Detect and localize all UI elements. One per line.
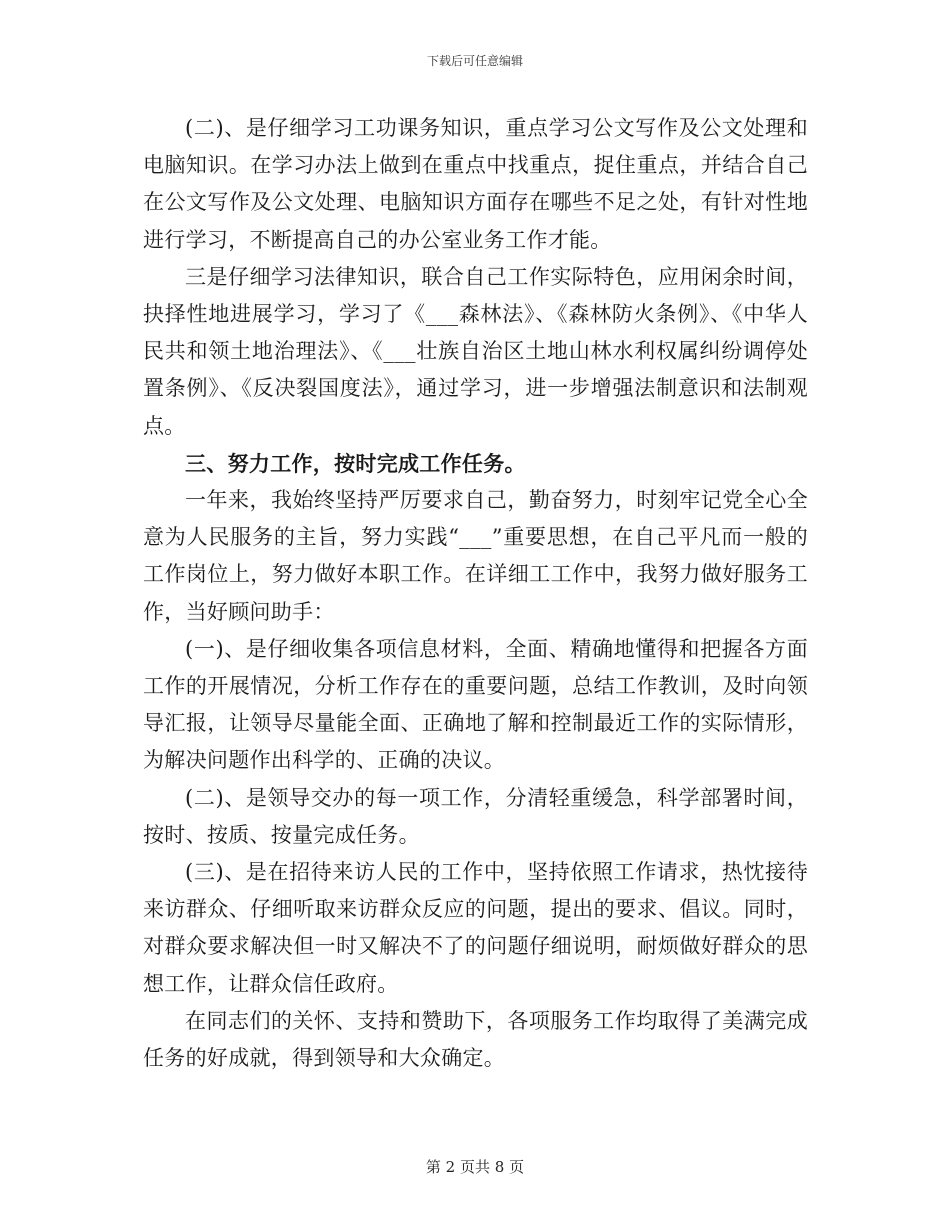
paragraph-year-summary: 一年来，我始终坚持严厉要求自己，勤奋努力，时刻牢记党全心全意为人民服务的主旨，努力实践“___”重要思想，在自己平凡而一般的工作岗位上，努力做好本职工作。在详细工工作中，我努力做好服务工作，当好顾问助手： (143, 488, 808, 624)
page-number: 第 2 页共 8 页 (425, 1158, 525, 1176)
section-heading: 三、努力工作，按时完成工作任务。 (185, 450, 526, 476)
paragraph-conclusion: 在同志们的关怀、支持和赞助下，各项服务工作均取得了美满完成任务的好成就，得到领导和大众确定。 (143, 1008, 808, 1071)
paragraph-receive-visitors: (三)、是在招待来访人民的工作中，坚持依照工作请求，热忱接待来访群众、仔细听取来访群众反应的问题，提出的要求、倡议。同时，对群众要求解决但一时又解决不了的问题仔细说明，耐烦做好群众的思想工作，让群众信任政府。 (143, 860, 808, 996)
paragraph-study-law: 三是仔细学习法律知识，联合自己工作实际特色，应用闲余时间，抉择性地进展学习，学习了《___森林法》、《森林防火条例》、《中华人民共和领土地治理法》、《___壮族自治区土地山林水利权属纠纷调停处置条例》、《反决裂国度法》，通过学习，进一步增强法制意识和法制观点。 (143, 264, 808, 438)
document-body (143, 110, 808, 1077)
paragraph-assigned-tasks: (二)、是领导交办的每一项工作，分清轻重缓急，科学部署时间，按时、按质、按量完成任务。 (143, 785, 808, 847)
page-header: 下载后可任意编辑 (426, 54, 523, 68)
paragraph-collect-information: (一)、是仔细收集各项信息材料，全面、精确地懂得和把握各方面工作的开展情况，分析工作存在的重要问题，总结工作教训，及时向领导汇报，让领导尽量能全面、正确地了解和控制最近工作的实际情形，为解决问题作出科学的、正确的决议。 (143, 636, 808, 773)
paragraph-study-work-knowledge: (二)、是仔细学习工功课务知识，重点学习公文写作及公文处理和电脑知识。在学习办法上做到在重点中找重点，捉住重点，并结合自己在公文写作及公文处理、电脑知识方面存在哪些不足之处，有针对性地进行学习，不断提高自己的办公室业务工作才能。 (143, 116, 808, 252)
